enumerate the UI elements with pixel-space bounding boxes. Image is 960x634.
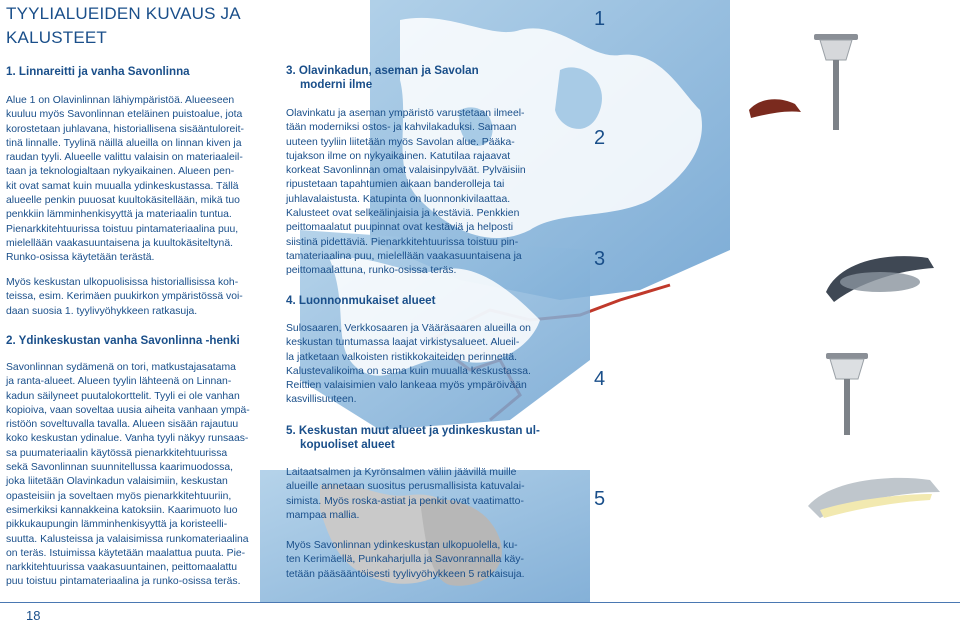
text-line: ten Kerimäellä, Punkaharjulla ja Savonrannalla käy-: [286, 554, 524, 566]
text-line: ja ranta-alueet. Alueen tyylin lähteenä on Linnan-: [6, 376, 232, 388]
text-line: Runko-osissa käytetään terästä.: [6, 252, 155, 264]
text-line: tujakson ilme on nykyaikainen. Katutilaa rajaavat: [286, 150, 511, 162]
text-line: joka liitetään Olavinkadun valaisimiin, keskustan: [6, 476, 228, 488]
lamp-icon-2: [745, 90, 805, 130]
text-line: Kalusteet ovat selkeälinjaisia ja kestäviä. Penkkien: [286, 208, 520, 220]
section-2-paragraph: [6, 361, 256, 590]
text-line: Pienarkkitehtuurissa toistuu pintamateriaalina puu,: [6, 223, 239, 235]
text-line: tinä linnalle. Tyylinä näillä alueilla on linnan kiven ja: [6, 137, 242, 149]
section-4-heading: 4. Luonnonmukaiset alueet: [286, 294, 436, 307]
title-line: KALUSTEET: [6, 28, 107, 47]
text-line: teissa, esim. Kerimäen puukirkon ympäristössä voi-: [6, 291, 243, 303]
zone-label-5: 5: [594, 488, 606, 510]
heading-line: 3. Olavinkadun, aseman ja Savolan: [286, 64, 479, 77]
text-line: esimerkiksi kannakkeina katoksiin. Kaarimuoto luo: [6, 504, 238, 516]
section-1-heading: 1. Linnareitti ja vanha Savonlinna: [6, 65, 190, 78]
zone-label-3: 3: [594, 248, 606, 270]
text-line: pikkukaupungin lämminhenkisyyttä ja koristeelli-: [6, 519, 228, 531]
text-line: puu toistuu pintamateriaalina ja runko-osissa teräs.: [6, 576, 241, 588]
text-line: keskustan tuntumassa laajat virkistysalueet. Alueil-: [286, 337, 520, 349]
text-line: simista. Myös roska-astiat ja penkit ovat vaatimatto-: [286, 495, 524, 507]
text-line: suutta. Kalusteissa ja valaisimissa runkomateriaalina: [6, 533, 249, 545]
text-line: Myös keskustan ulkopuolisissa historiallisissa koh-: [6, 277, 239, 288]
lamp-icon-3: [820, 240, 940, 310]
text-line: penkkiin lämminhenkisyyttä ja materiaalin tuntua.: [6, 209, 232, 221]
text-line: Laitaatsalmen ja Kyrönsalmen väliin jäävillä muille: [286, 467, 517, 478]
heading-line: kopuoliset alueet: [300, 438, 395, 451]
text-line: Sulosaaren, Verkkosaaren ja Vääräsaaren alueilla on: [286, 323, 531, 334]
title-line: TYYLIALUEIDEN KUVAUS JA: [6, 4, 241, 23]
section-5-paragraph: [286, 466, 544, 523]
text-line: la jatketaan valkoisten ristikkokaiteiden perinnettä.: [286, 351, 518, 363]
section-1-paragraph: [6, 94, 256, 266]
text-line: raudan tyyli. Alueelle valittu valaisin on materiaaleil-: [6, 152, 243, 164]
text-line: opasteisiin ja soveltaen myös pienarkkitehtuuriin,: [6, 490, 232, 502]
text-line: juhlavalaistusta. Katupinta on luonnonkivilaattaa.: [286, 193, 511, 205]
text-line: kit ovat samat kuin muualla ydinkeskustassa. Tällä: [6, 180, 239, 192]
text-line: tään moderniksi ostos- ja kahvilakaduksi. Samaan: [286, 122, 517, 134]
text-line: uuteen tyyliin liitetään myös Savolan alue. Pääka-: [286, 136, 515, 148]
text-line: taan ja teknologialtaan nykyaikainen. Alueen pen-: [6, 166, 235, 178]
text-line: Myös Savonlinnan ydinkeskustan ulkopuolella, ku-: [286, 540, 518, 551]
page-title: [6, 2, 246, 50]
text-line: narkkitehtuurissa vaakasuuntainen, peittomaalattu: [6, 562, 238, 574]
text-line: kuuluu myös Savonlinnan eteläinen puistoalue, jota: [6, 109, 243, 121]
text-line: Savonlinnan sydämenä on tori, matkustajasatama: [6, 362, 236, 373]
lamp-icon-5: [800, 470, 950, 530]
section-5-paragraph-2: [286, 539, 544, 582]
text-line: ristöön soveltuvalla tavalla. Alueen sisään rajautuu: [6, 419, 239, 431]
lamp-icon-1: [806, 20, 866, 130]
text-line: mampaa mallia.: [286, 509, 360, 521]
text-line: Alue 1 on Olavinlinnan lähiympäristöä. Alueeseen: [6, 95, 235, 106]
lamp-icon-4: [812, 345, 882, 435]
text-line: ripustetaan tapahtumien aikaan banderolleja tai: [286, 179, 505, 191]
text-line: siistinä pidettäviä. Pienarkkitehtuurissa toistuu pin-: [286, 236, 519, 248]
text-line: koko keskustan ydinalue. Vanha tyyli näkyy runsaas-: [6, 433, 249, 445]
text-line: korkeat Savonlinnan omat valaisinpylväät. Pylväisiin: [286, 165, 526, 177]
text-line: alueille annetaan suositus perusmallisista katuvalai-: [286, 481, 525, 493]
text-line: on teräs. Istuimissa käytetään maalattua puuta. Pie-: [6, 547, 246, 559]
text-line: sekä Savonlinnan suunnitellussa kaarimuodossa,: [6, 462, 234, 474]
text-line: sa puumateriaalin käytössä pienarkkitehtuurissa: [6, 447, 228, 459]
zone-label-1: 1: [594, 8, 606, 30]
text-line: korostetaan juhlavana, historiallisena sisääntuloreit-: [6, 123, 244, 135]
text-line: mielellään vaakasuuntaisena ja kuultokäsiteltynä.: [6, 237, 234, 249]
text-line: alueelle penkin puuosat kuultokäsitellään, mikä tuo: [6, 195, 240, 207]
section-1-paragraph-2: [6, 276, 256, 319]
text-line: Kalustevalikoima on sama kuin muualla keskustassa.: [286, 365, 531, 377]
text-line: tamateriaalina puu, mielellään vaakasuuntaisena ja: [286, 250, 522, 262]
text-line: peittomaalattuna, runko-osissa teräs.: [286, 265, 457, 277]
footer-divider: [0, 602, 960, 603]
text-line: daan suosia 1. tyylivyöhykkeen ratkasuja.: [6, 305, 198, 317]
section-3-paragraph: [286, 107, 544, 279]
heading-line: moderni ilme: [300, 78, 373, 91]
section-2-heading: 2. Ydinkeskustan vanha Savonlinna -henki: [6, 334, 240, 347]
text-line: kadun säilyneet puutalokorttelit. Tyyli ei ole vanhan: [6, 390, 240, 402]
section-3-heading: [286, 64, 479, 92]
section-4-paragraph: [286, 322, 544, 408]
text-line: kasvillisuuteen.: [286, 394, 357, 406]
zone-label-2: 2: [594, 127, 606, 149]
text-line: tetään pääsääntöisesti tyylivyöhykkeen 5 ratkaisuja.: [286, 568, 525, 580]
text-line: Olavinkatu ja aseman ympäristö varustetaan ilmeel-: [286, 108, 525, 119]
text-line: peittomaalatut puupinnat ovat kestäviä ja helposti: [286, 222, 514, 234]
section-5-heading: [286, 424, 540, 452]
text-line: kopioiva, vaan soveltaa uusia aiheita vanhaan ympä-: [6, 404, 250, 416]
heading-line: 5. Keskustan muut alueet ja ydinkeskustan ul-: [286, 424, 540, 437]
text-line: Reittien valaisimien valo lankeaa myös ympäröivään: [286, 380, 527, 392]
zone-label-4: 4: [594, 368, 606, 390]
page-number: 18: [26, 608, 41, 623]
